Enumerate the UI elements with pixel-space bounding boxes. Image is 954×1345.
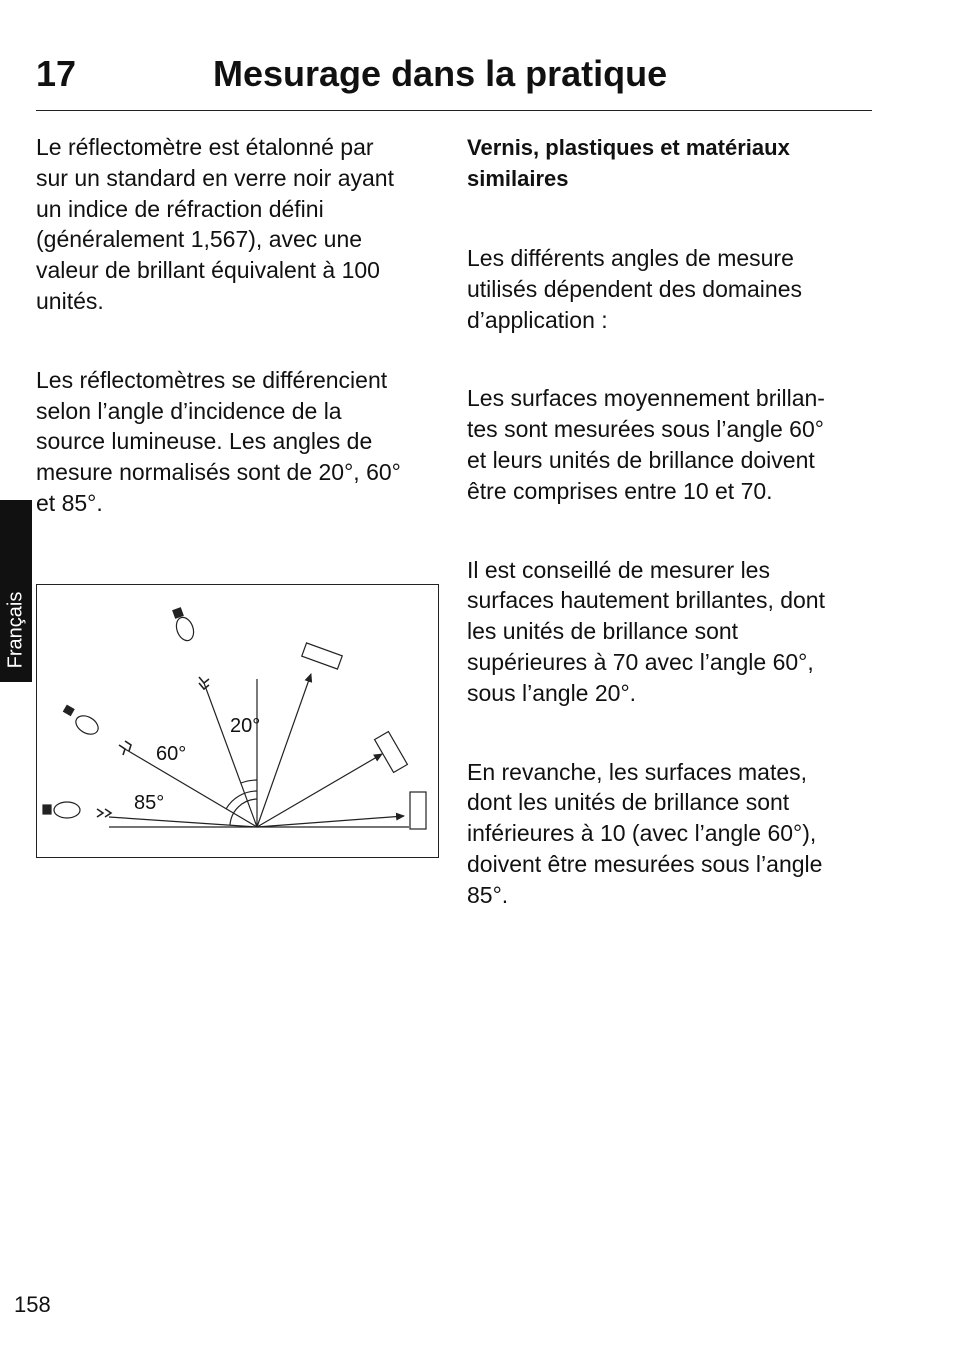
reflected-ray-85 [257, 816, 404, 827]
incident-ray-60 [125, 749, 257, 827]
left-column [36, 132, 446, 519]
application-paragraph: Les différents angles de mesure utilisés dépendent des domaines d’application : [467, 245, 803, 333]
page-header [36, 52, 872, 111]
right-column [467, 132, 877, 911]
angle-label-60: 60° [156, 743, 187, 765]
arc-85 [230, 799, 257, 825]
arc-20 [241, 780, 257, 783]
medium-gloss-paragraph: Les surfaces moyennement brillan- tes sont mesurées sous l’angle 60° et leurs unités de brillance doivent être comprises entre 10 et 70. [467, 385, 825, 504]
detector-20 [302, 643, 342, 669]
section-heading: Vernis, plastiques et matériaux similaires [467, 135, 790, 191]
chevron-icon-20 [199, 677, 209, 689]
incident-ray-85 [109, 817, 257, 827]
incident-ray-20 [204, 683, 257, 827]
angle-label-20: 20° [230, 715, 261, 737]
bulb-icon-60 [64, 705, 102, 738]
chapter-number: 17 [36, 53, 77, 94]
reflected-ray-20 [257, 674, 311, 827]
angles-paragraph: Les réflectomètres se différencient selon l’angle d’incidence de la source lumineuse. Les angles de mesure normalisés sont de 20°, 60° et 85°. [36, 366, 401, 516]
chapter-title: Mesurage dans la pratique [213, 53, 668, 94]
bulb-icon-20 [173, 608, 197, 643]
chevron-icon-85 [97, 809, 111, 817]
angle-label-85: 85° [134, 792, 165, 814]
page-number: 158 [14, 1292, 51, 1317]
calibration-paragraph: Le réflectomètre est étalonné par sur un standard en verre noir ayant un indice de réfraction défini (généralement 1,567), avec une valeur de brillant équivalent à 100 unités. [36, 134, 394, 314]
language-tab-label: Français [4, 591, 27, 669]
reflected-ray-60 [257, 754, 382, 827]
reflectometer-angles-figure [36, 584, 439, 858]
matte-paragraph: En revanche, les surfaces mates, dont les unités de brillance sont inférieures à 10 (avec l’angle 60°), doivent être mesurées sous l’angle 85°. [467, 758, 823, 908]
chevron-icon-60 [119, 741, 131, 755]
detector-85 [410, 792, 426, 829]
high-gloss-paragraph: Il est conseillé de mesurer les surfaces hautement brillantes, dont les unités de brillance sont supérieures à 70 avec l’angle 60°, sous l’angle 20°. [467, 556, 825, 706]
bulb-icon-85 [43, 802, 80, 818]
detector-60 [375, 732, 408, 773]
